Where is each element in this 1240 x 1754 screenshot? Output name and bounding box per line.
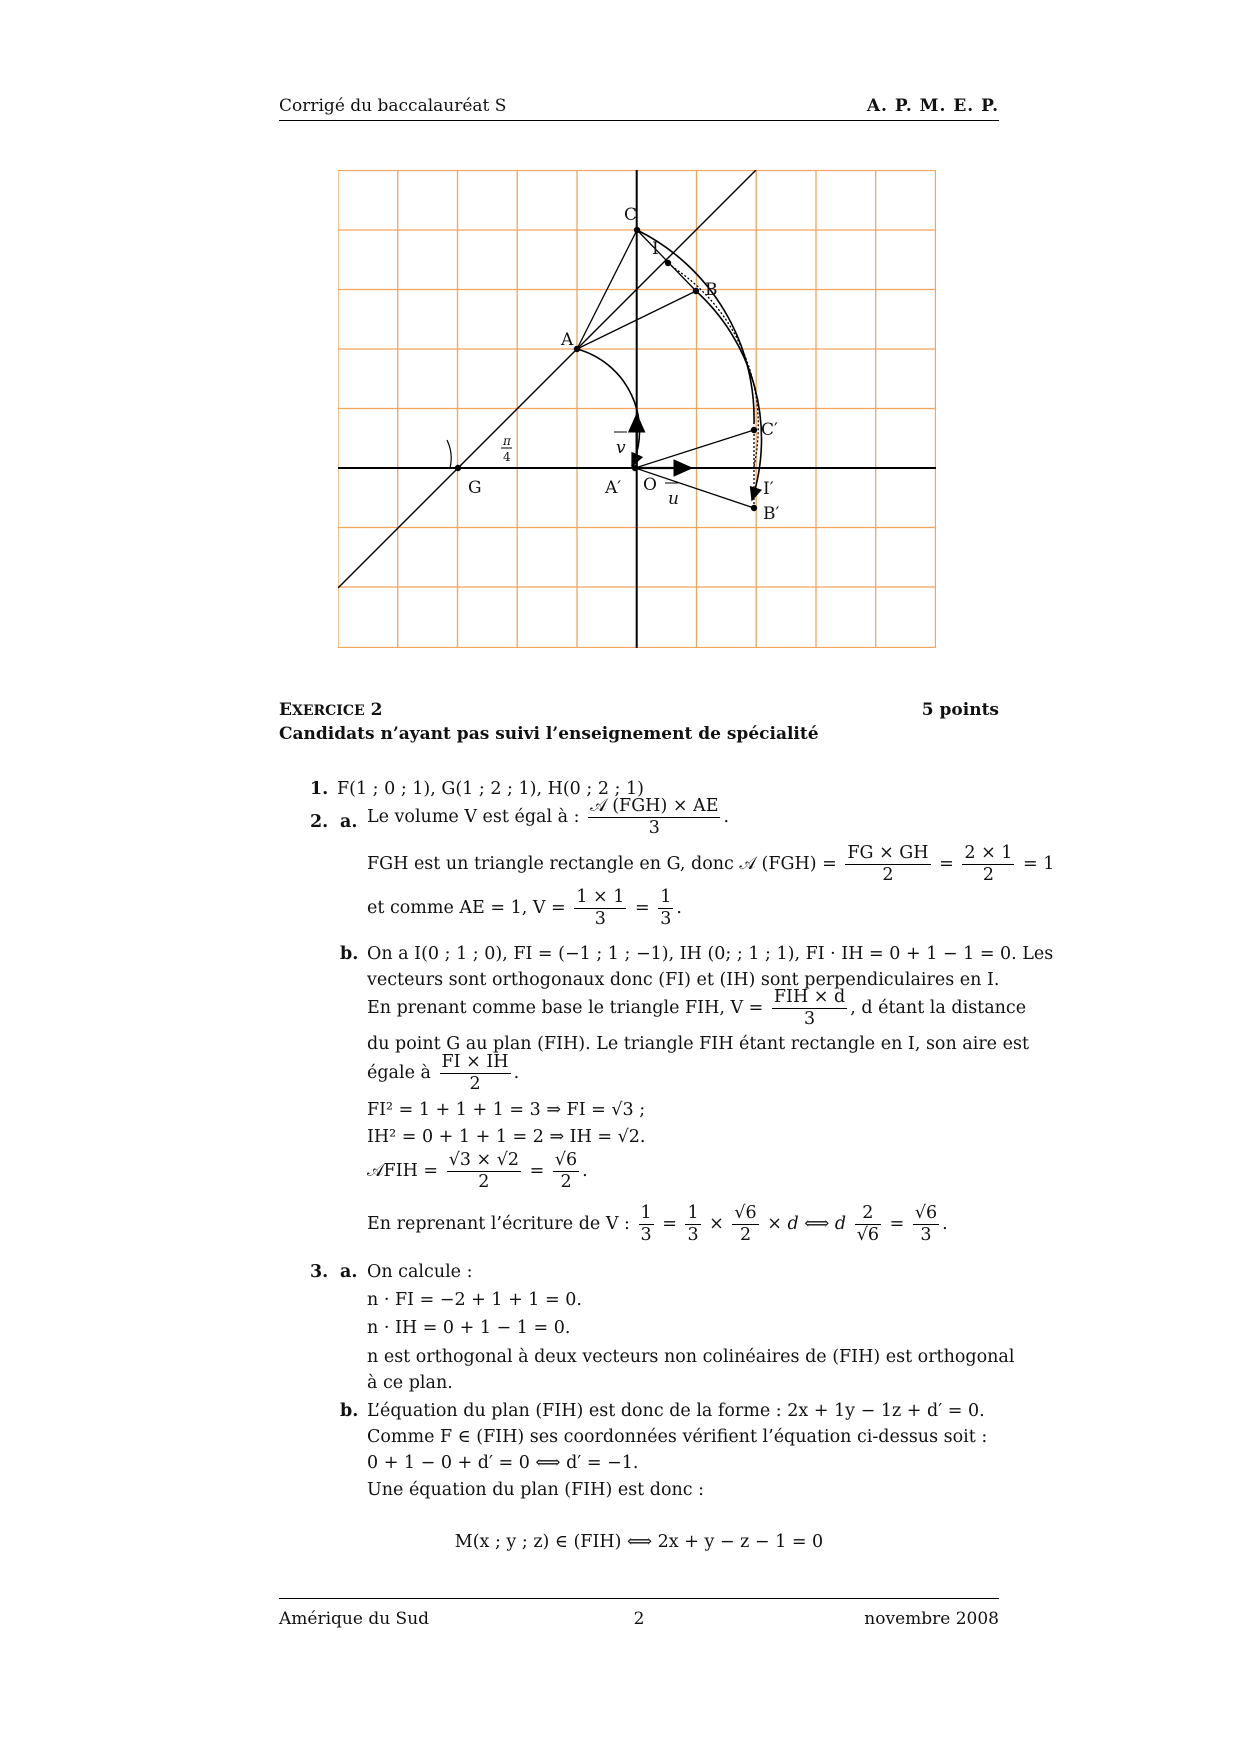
page-number: 2 <box>633 1609 645 1629</box>
q3b-letter: b. <box>340 1401 359 1421</box>
label-G: G <box>468 478 482 498</box>
label-Cp: C′ <box>761 420 778 440</box>
label-u: u <box>668 489 679 509</box>
point-Bp <box>751 505 757 511</box>
label-pi: π <box>503 434 511 448</box>
q2b-line4: du point G au plan (FIH). Le triangle FIH étant rectangle en I, son aire est <box>367 1034 1029 1054</box>
geometry-figure <box>338 170 936 648</box>
q3a-line1: On calcule : <box>367 1262 473 1282</box>
q3-number: 3. <box>310 1262 329 1282</box>
q3a-line3: n · IH = 0 + 1 − 1 = 0. <box>367 1318 571 1338</box>
q3b-line4: Une équation du plan (FIH) est donc : <box>367 1480 705 1500</box>
label-Ip: I′ <box>763 479 774 499</box>
header-rule <box>279 120 999 121</box>
q2b-line5: égale à $\frac{FI \times IH}{2}$ . <box>367 1052 520 1094</box>
q2b-line3: En prenant comme base le triangle FIH, V = $\frac{\text{FIH × d}}{3}$ , d étant la distance <box>367 987 1027 1029</box>
page-header <box>279 96 999 122</box>
footer-rule <box>279 1598 999 1599</box>
label-B: B <box>705 280 718 300</box>
q1-text: F(1 ; 0 ; 1), G(1 ; 2 ; 1), H(0 ; 2 ; 1) <box>337 779 644 799</box>
line-GA <box>338 170 756 588</box>
label-four: 4 <box>503 450 511 464</box>
angle-marker <box>447 440 451 468</box>
q2a-line2: FGH est un triangle rectangle en G, donc 𝒜 (FGH) = $\frac{FG \times GH}{2}$ = $\frac{2 \times 1}{2}$ = 1 <box>367 843 1055 885</box>
q3b-line3: 0 + 1 − 0 + d′ = 0 ⟺ d′ = −1. <box>367 1453 639 1473</box>
q3b-line2: Comme F ∈ (FIH) ses coordonnées vérifient l’équation ci-dessus soit : <box>367 1427 988 1447</box>
point-C <box>634 227 640 233</box>
q2a-letter: a. <box>340 812 358 832</box>
label-Bp: B′ <box>763 504 780 524</box>
q2a-line1: Le volume V est égal à : $\frac{\text{𝒜 (FGH) × AE}}{3}$ . <box>367 796 730 838</box>
q2b-line7: IH² = 0 + 1 + 1 = 2 ⇒ IH = √2. <box>367 1127 646 1147</box>
q3a-line4: n est orthogonal à deux vecteurs non colinéaires de (FIH) est orthogonal <box>367 1347 1015 1367</box>
header-right: A. P. M. E. P. <box>866 96 999 116</box>
header-left: Corrigé du baccalauréat S <box>279 96 507 116</box>
exercise-title-rest: XERCICE <box>291 703 365 719</box>
q2a-line3: et comme AE = 1, V = $\frac{1 \times 1}{3}$ = $\frac{1}{3}$ . <box>367 887 682 929</box>
label-C: C <box>624 205 638 225</box>
q2b-line8: 𝒜FIH = $\frac{√3 \times √2}{2}$ = $\frac{√6}{2}$ . <box>367 1150 588 1192</box>
arc-A-to-Ap <box>577 349 640 466</box>
point-B <box>693 288 699 294</box>
label-A: A <box>561 330 574 350</box>
q2b-line2: vecteurs sont orthogonaux donc (FI) et (IH) sont perpendiculaires en I. <box>367 970 1000 990</box>
label-I: I <box>652 239 659 259</box>
q1-number: 1. <box>310 779 329 799</box>
page-footer <box>279 1609 999 1629</box>
exercise-points: 5 points <box>921 700 999 720</box>
q3a-line5: à ce plan. <box>367 1373 453 1393</box>
point-Cp <box>751 427 757 433</box>
label-O: O <box>643 475 657 495</box>
point-I <box>665 260 671 266</box>
exercise-title <box>279 700 999 720</box>
q2b-line9: En reprenant l’écriture de V : $\frac{1}{3}$ = $\frac{1}{3}$ × $\frac{√6}{2}$ × d ⟺ d $\frac{2}{√6}$ = $\frac{√6}{3}$ . <box>367 1203 948 1245</box>
q2b-letter: b. <box>340 944 359 964</box>
label-Ap: A′ <box>605 478 622 498</box>
footer-right: novembre 2008 <box>864 1609 999 1629</box>
q3a-line2: n · FI = −2 + 1 + 1 = 0. <box>367 1290 582 1310</box>
footer-left: Amérique du Sud <box>279 1609 430 1629</box>
q3a-letter: a. <box>340 1262 358 1282</box>
point-G <box>455 465 461 471</box>
segment-OCp <box>635 430 754 468</box>
point-Ap <box>632 465 638 471</box>
q2b-line1: On a I(0 ; 1 ; 0), FI = (−1 ; 1 ; −1), IH (0; ; 1 ; 1), FI · IH = 0 + 1 − 1 = 0. Les <box>367 944 1054 964</box>
exercise-subtitle: Candidats n’ayant pas suivi l’enseignement de spécialité <box>279 724 819 744</box>
arc-C-to-Cp <box>637 230 754 424</box>
q3b-line1: L’équation du plan (FIH) est donc de la forme : 2x + 1y − 1z + d′ = 0. <box>367 1401 985 1421</box>
exercise-title-cap: E <box>279 700 292 720</box>
final-equation: M(x ; y ; z) ∈ (FIH) ⟺ 2x + y − z − 1 = 0 <box>454 1532 824 1552</box>
point-A <box>574 346 580 352</box>
q2b-line6: FI² = 1 + 1 + 1 = 3 ⇒ FI = √3 ; <box>367 1100 646 1120</box>
exercise-number: 2 <box>370 700 383 720</box>
label-v: v <box>616 438 626 458</box>
q2-number: 2. <box>310 812 329 832</box>
